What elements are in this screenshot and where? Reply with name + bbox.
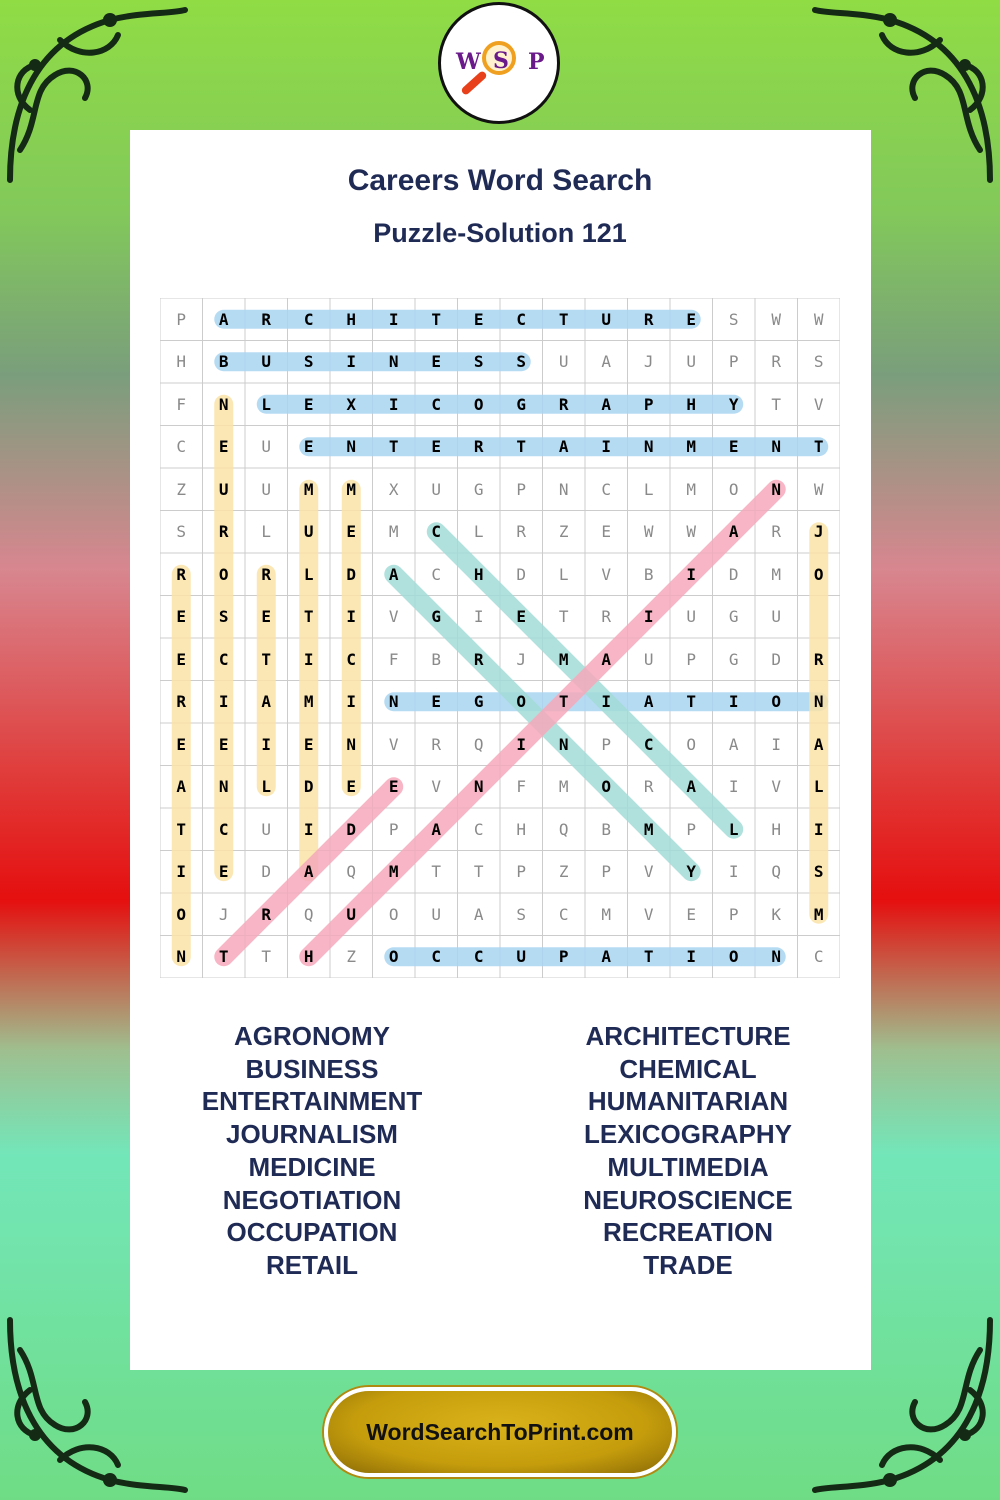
grid-letter[interactable]: N: [346, 437, 357, 457]
logo-letter-s: S: [493, 48, 509, 74]
grid-letter[interactable]: E: [473, 309, 484, 329]
grid-letter[interactable]: M: [771, 564, 782, 584]
grid-letter[interactable]: I: [813, 819, 824, 839]
grid-letter[interactable]: W: [813, 309, 824, 329]
grid-letter[interactable]: G: [728, 649, 739, 669]
grid-letter[interactable]: T: [176, 819, 187, 839]
grid-letter[interactable]: V: [643, 904, 654, 924]
grid-letter[interactable]: P: [601, 862, 612, 882]
grid-letter[interactable]: U: [303, 522, 314, 542]
grid-letter[interactable]: A: [388, 564, 399, 584]
grid-letter[interactable]: T: [516, 437, 527, 457]
grid-letter[interactable]: P: [728, 352, 739, 372]
grid-letter[interactable]: D: [303, 777, 314, 797]
grid-letter[interactable]: C: [813, 947, 824, 967]
grid-letter[interactable]: T: [431, 862, 442, 882]
grid-letter[interactable]: R: [176, 692, 187, 712]
grid-letter[interactable]: E: [218, 862, 229, 882]
logo-letter-w: W: [456, 49, 481, 75]
grid-letter[interactable]: V: [771, 777, 782, 797]
grid-letter[interactable]: N: [176, 947, 187, 967]
grid-letter[interactable]: E: [303, 394, 314, 414]
grid-letter[interactable]: C: [431, 564, 442, 584]
grid-letter[interactable]: R: [473, 649, 484, 669]
grid-letter[interactable]: N: [218, 394, 229, 414]
grid-letter[interactable]: G: [728, 607, 739, 627]
site-name: WordSearchToPrint.com: [366, 1418, 634, 1445]
grid-letter[interactable]: A: [431, 819, 442, 839]
grid-letter[interactable]: W: [643, 522, 654, 542]
grid-letter[interactable]: O: [176, 904, 187, 924]
grid-letter[interactable]: V: [813, 394, 824, 414]
grid-letter[interactable]: M: [558, 649, 569, 669]
grid-letter[interactable]: E: [431, 352, 442, 372]
grid-letter[interactable]: N: [813, 692, 824, 712]
grid-letter[interactable]: M: [643, 819, 654, 839]
grid-letter[interactable]: U: [686, 607, 697, 627]
grid-letter[interactable]: T: [771, 394, 782, 414]
grid-letter[interactable]: B: [218, 352, 229, 372]
grid-letter[interactable]: G: [431, 607, 442, 627]
grid-letter[interactable]: I: [516, 734, 527, 754]
grid-letter[interactable]: A: [643, 692, 654, 712]
grid-letter[interactable]: Z: [558, 862, 569, 882]
grid-letter[interactable]: C: [431, 947, 442, 967]
grid-letter[interactable]: C: [346, 649, 357, 669]
grid-letter[interactable]: E: [601, 522, 612, 542]
grid-letter[interactable]: E: [346, 777, 357, 797]
grid-letter[interactable]: O: [728, 479, 739, 499]
grid-letter[interactable]: Q: [771, 862, 782, 882]
grid-letter[interactable]: I: [303, 819, 314, 839]
grid-letter[interactable]: F: [176, 394, 187, 414]
grid-letter[interactable]: J: [218, 904, 229, 924]
grid-letter[interactable]: N: [771, 479, 782, 499]
page-title: Careers Word Search: [347, 164, 653, 197]
grid-letter[interactable]: J: [516, 649, 527, 669]
grid-letter[interactable]: R: [643, 309, 654, 329]
grid-letter[interactable]: I: [728, 862, 739, 882]
grid-letter[interactable]: Z: [558, 522, 569, 542]
grid-letter[interactable]: Q: [346, 862, 357, 882]
wsp-logo: [438, 2, 560, 124]
grid-letter[interactable]: E: [218, 437, 229, 457]
grid-letter[interactable]: E: [516, 607, 527, 627]
grid-letter[interactable]: P: [728, 904, 739, 924]
grid-letter[interactable]: P: [686, 649, 697, 669]
grid-letter[interactable]: M: [303, 692, 314, 712]
grid-letter[interactable]: U: [686, 352, 697, 372]
grid-letter[interactable]: U: [516, 947, 527, 967]
grid-letter[interactable]: U: [261, 352, 272, 372]
grid-letter[interactable]: U: [431, 479, 442, 499]
grid-letter[interactable]: M: [813, 904, 824, 924]
grid-letter[interactable]: Q: [558, 819, 569, 839]
grid-letter[interactable]: R: [601, 607, 612, 627]
word-list-item: RETAIL: [266, 1249, 358, 1280]
grid-letter[interactable]: K: [771, 904, 782, 924]
grid-letter[interactable]: A: [813, 734, 824, 754]
grid-letter[interactable]: G: [473, 692, 484, 712]
grid-letter[interactable]: E: [176, 734, 187, 754]
grid-letter[interactable]: T: [686, 692, 697, 712]
grid-letter[interactable]: L: [261, 777, 272, 797]
word-list-item: MEDICINE: [248, 1151, 376, 1182]
grid-letter[interactable]: T: [261, 649, 272, 669]
grid-letter[interactable]: E: [686, 309, 697, 329]
site-footer-badge[interactable]: [324, 1387, 676, 1477]
grid-letter[interactable]: L: [261, 522, 272, 542]
grid-letter[interactable]: I: [261, 734, 272, 754]
word-list-item: JOURNALISM: [226, 1119, 398, 1150]
grid-letter[interactable]: N: [771, 947, 782, 967]
grid-letter[interactable]: A: [686, 777, 697, 797]
grid-letter[interactable]: R: [261, 564, 272, 584]
grid-letter[interactable]: U: [558, 352, 569, 372]
grid-letter[interactable]: I: [728, 692, 739, 712]
grid-letter[interactable]: I: [218, 692, 229, 712]
word-list-left: [152, 1020, 472, 1282]
grid-letter[interactable]: X: [346, 394, 357, 414]
grid-letter[interactable]: S: [516, 352, 527, 372]
grid-letter[interactable]: E: [686, 904, 697, 924]
grid-letter[interactable]: B: [601, 819, 612, 839]
word-list-item: ENTERTAINMENT: [201, 1086, 423, 1117]
grid-letter[interactable]: T: [303, 607, 314, 627]
grid-letter[interactable]: L: [728, 819, 739, 839]
grid-letter[interactable]: A: [601, 352, 612, 372]
grid-letter[interactable]: R: [516, 522, 527, 542]
grid-letter[interactable]: P: [388, 819, 399, 839]
grid-letter[interactable]: A: [728, 522, 739, 542]
grid-letter[interactable]: E: [176, 607, 187, 627]
grid-letter[interactable]: O: [771, 692, 782, 712]
grid-letter[interactable]: T: [218, 947, 229, 967]
grid-letter[interactable]: E: [431, 692, 442, 712]
grid-letter[interactable]: R: [261, 309, 272, 329]
grid-letter[interactable]: M: [388, 862, 399, 882]
grid-letter[interactable]: M: [303, 479, 314, 499]
grid-letter[interactable]: N: [643, 437, 654, 457]
logo-letter-p: P: [528, 49, 545, 75]
grid-letter[interactable]: T: [558, 692, 569, 712]
grid-letter[interactable]: P: [643, 394, 654, 414]
grid-letter[interactable]: I: [728, 777, 739, 797]
page-subtitle: Puzzle-Solution 121: [373, 218, 627, 248]
grid-letter[interactable]: N: [558, 734, 569, 754]
grid-letter[interactable]: N: [218, 777, 229, 797]
grid-letter[interactable]: R: [813, 649, 824, 669]
word-search-grid[interactable]: [160, 298, 840, 978]
word-list-item: NEUROSCIENCE: [583, 1184, 793, 1215]
grid-letter[interactable]: U: [261, 479, 272, 499]
grid-letter[interactable]: S: [303, 352, 314, 372]
grid-letter[interactable]: E: [176, 649, 187, 669]
word-list-item: AGRONOMY: [234, 1021, 390, 1051]
grid-letter[interactable]: I: [473, 607, 484, 627]
grid-letter[interactable]: S: [176, 522, 187, 542]
grid-letter[interactable]: P: [176, 309, 187, 329]
grid-letter[interactable]: C: [516, 309, 527, 329]
grid-letter[interactable]: M: [601, 904, 612, 924]
grid-letter[interactable]: D: [346, 819, 357, 839]
grid-letter[interactable]: V: [388, 734, 399, 754]
grid-letter[interactable]: T: [473, 862, 484, 882]
grid-letter[interactable]: L: [473, 522, 484, 542]
grid-letter[interactable]: B: [643, 564, 654, 584]
grid-letter[interactable]: U: [601, 309, 612, 329]
grid-letter[interactable]: L: [261, 394, 272, 414]
word-list-item: OCCUPATION: [226, 1217, 398, 1248]
grid-letter[interactable]: T: [431, 309, 442, 329]
grid-letter[interactable]: C: [218, 819, 229, 839]
grid-letter[interactable]: L: [303, 564, 314, 584]
grid-letter[interactable]: J: [643, 352, 654, 372]
word-list-item: NEGOTIATION: [222, 1184, 402, 1215]
grid-letter[interactable]: T: [558, 607, 569, 627]
grid-letter[interactable]: E: [431, 437, 442, 457]
grid-letter[interactable]: T: [388, 437, 399, 457]
grid-letter[interactable]: U: [346, 904, 357, 924]
grid-letter[interactable]: A: [303, 862, 314, 882]
word-list-item: MULTIMEDIA: [607, 1151, 769, 1182]
word-list-item: RECREATION: [603, 1217, 773, 1248]
grid-letter[interactable]: H: [473, 564, 484, 584]
word-list-item: HUMANITARIAN: [587, 1086, 789, 1117]
grid-letter[interactable]: I: [176, 862, 187, 882]
grid-letter[interactable]: A: [261, 692, 272, 712]
grid-letter[interactable]: M: [558, 777, 569, 797]
grid-letter[interactable]: F: [516, 777, 527, 797]
grid-letter[interactable]: I: [303, 649, 314, 669]
grid-letter[interactable]: E: [303, 734, 314, 754]
grid-letter[interactable]: [798, 596, 841, 639]
grid-letter[interactable]: E: [728, 437, 739, 457]
grid-letter[interactable]: I: [346, 352, 357, 372]
grid-letter[interactable]: C: [303, 309, 314, 329]
grid-letter[interactable]: L: [813, 777, 824, 797]
grid-letter[interactable]: M: [388, 522, 399, 542]
grid-letter[interactable]: O: [473, 394, 484, 414]
grid-letter[interactable]: I: [686, 947, 697, 967]
grid-letter[interactable]: C: [473, 947, 484, 967]
grid-letter[interactable]: O: [218, 564, 229, 584]
grid-letter[interactable]: H: [346, 309, 357, 329]
grid-letter[interactable]: R: [261, 904, 272, 924]
grid-letter[interactable]: G: [473, 479, 484, 499]
grid-letter[interactable]: H: [516, 819, 527, 839]
grid-letter[interactable]: R: [431, 734, 442, 754]
grid-letter[interactable]: T: [558, 309, 569, 329]
grid-letter[interactable]: C: [473, 819, 484, 839]
grid-letter[interactable]: A: [601, 394, 612, 414]
grid-letter[interactable]: V: [431, 777, 442, 797]
grid-letter[interactable]: S: [813, 352, 824, 372]
grid-letter[interactable]: N: [771, 437, 782, 457]
grid-letter[interactable]: Q: [473, 734, 484, 754]
grid-letter[interactable]: U: [431, 904, 442, 924]
grid-letter[interactable]: C: [176, 437, 187, 457]
grid-letter[interactable]: N: [558, 479, 569, 499]
grid-letter[interactable]: O: [686, 734, 697, 754]
grid-letter[interactable]: I: [388, 394, 399, 414]
grid-letter[interactable]: V: [643, 862, 654, 882]
grid-letter[interactable]: A: [473, 904, 484, 924]
grid-letter[interactable]: Z: [346, 947, 357, 967]
grid-letter[interactable]: D: [516, 564, 527, 584]
grid-letter[interactable]: E: [346, 522, 357, 542]
grid-letter[interactable]: O: [388, 947, 399, 967]
grid-letter[interactable]: P: [516, 479, 527, 499]
grid-letter[interactable]: P: [516, 862, 527, 882]
grid-letter[interactable]: U: [261, 819, 272, 839]
grid-letter[interactable]: I: [601, 692, 612, 712]
grid-letter[interactable]: H: [771, 819, 782, 839]
grid-letter[interactable]: F: [388, 649, 399, 669]
grid-letter[interactable]: W: [686, 522, 697, 542]
grid-letter[interactable]: R: [176, 564, 187, 584]
grid-letter[interactable]: S: [728, 309, 739, 329]
grid-letter[interactable]: Z: [176, 479, 187, 499]
word-list-item: ARCHITECTURE: [585, 1021, 791, 1051]
grid-letter[interactable]: C: [431, 394, 442, 414]
grid-letter[interactable]: A: [601, 947, 612, 967]
grid-letter[interactable]: H: [686, 394, 697, 414]
grid-letter[interactable]: S: [473, 352, 484, 372]
grid-letter[interactable]: S: [218, 607, 229, 627]
grid-letter[interactable]: N: [388, 692, 399, 712]
word-list-item: TRADE: [643, 1249, 733, 1280]
grid-letter[interactable]: U: [261, 437, 272, 457]
grid-letter[interactable]: E: [261, 607, 272, 627]
grid-letter[interactable]: C: [218, 649, 229, 669]
grid-letter[interactable]: I: [346, 607, 357, 627]
grid-letter[interactable]: H: [303, 947, 314, 967]
grid-letter[interactable]: T: [643, 947, 654, 967]
grid-letter[interactable]: T: [813, 437, 824, 457]
grid-letter[interactable]: S: [813, 862, 824, 882]
grid-letter[interactable]: W: [813, 479, 824, 499]
grid-letter[interactable]: A: [218, 309, 229, 329]
grid-letter[interactable]: Y: [728, 394, 739, 414]
grid-letter[interactable]: A: [558, 437, 569, 457]
grid-letter[interactable]: C: [431, 522, 442, 542]
grid-letter[interactable]: C: [601, 479, 612, 499]
grid-letter[interactable]: N: [473, 777, 484, 797]
grid-letter[interactable]: L: [643, 479, 654, 499]
grid-letter[interactable]: E: [388, 777, 399, 797]
grid-letter[interactable]: W: [771, 309, 782, 329]
grid-letter[interactable]: R: [218, 522, 229, 542]
grid-letter[interactable]: R: [771, 352, 782, 372]
grid-letter[interactable]: P: [601, 734, 612, 754]
grid-letter[interactable]: V: [388, 607, 399, 627]
grid-letter[interactable]: M: [686, 437, 697, 457]
grid-letter[interactable]: H: [176, 352, 187, 372]
grid-letter[interactable]: C: [643, 734, 654, 754]
grid-letter[interactable]: O: [813, 564, 824, 584]
grid-letter[interactable]: R: [643, 777, 654, 797]
grid-letter[interactable]: A: [728, 734, 739, 754]
grid-letter[interactable]: J: [813, 522, 824, 542]
grid-letter[interactable]: I: [771, 734, 782, 754]
grid-letter[interactable]: N: [346, 734, 357, 754]
grid-letter[interactable]: G: [516, 394, 527, 414]
grid-letter[interactable]: A: [601, 649, 612, 669]
word-list-item: BUSINESS: [245, 1053, 379, 1084]
grid-letter[interactable]: M: [686, 479, 697, 499]
grid-letter[interactable]: Q: [303, 904, 314, 924]
grid-letter[interactable]: C: [558, 904, 569, 924]
grid-letter[interactable]: I: [346, 692, 357, 712]
grid-letter[interactable]: I: [388, 309, 399, 329]
grid-letter[interactable]: E: [303, 437, 314, 457]
grid-letter[interactable]: R: [473, 437, 484, 457]
grid-letter[interactable]: P: [686, 819, 697, 839]
grid-letter[interactable]: Y: [686, 862, 697, 882]
grid-letter[interactable]: D: [261, 862, 272, 882]
grid-letter[interactable]: T: [261, 947, 272, 967]
word-list-right: [528, 1020, 848, 1282]
grid-letter[interactable]: I: [686, 564, 697, 584]
word-list-item: CHEMICAL: [619, 1053, 757, 1084]
grid-letter[interactable]: M: [346, 479, 357, 499]
grid-letter[interactable]: O: [601, 777, 612, 797]
grid-letter[interactable]: O: [388, 904, 399, 924]
grid-letter[interactable]: P: [558, 947, 569, 967]
grid-letter[interactable]: B: [431, 649, 442, 669]
grid-letter[interactable]: O: [728, 947, 739, 967]
grid-letter[interactable]: N: [388, 352, 399, 372]
grid-letter[interactable]: U: [771, 607, 782, 627]
grid-letter[interactable]: R: [558, 394, 569, 414]
grid-letter[interactable]: X: [388, 479, 399, 499]
grid-letter[interactable]: D: [771, 649, 782, 669]
grid-letter[interactable]: E: [218, 734, 229, 754]
grid-letter[interactable]: I: [601, 437, 612, 457]
grid-letter[interactable]: D: [728, 564, 739, 584]
grid-letter[interactable]: O: [516, 692, 527, 712]
grid-letter[interactable]: S: [516, 904, 527, 924]
grid-letter[interactable]: D: [346, 564, 357, 584]
grid-letter[interactable]: R: [771, 522, 782, 542]
grid-letter[interactable]: A: [176, 777, 187, 797]
grid-letter[interactable]: U: [218, 479, 229, 499]
grid-letter[interactable]: U: [643, 649, 654, 669]
grid-letter[interactable]: I: [643, 607, 654, 627]
word-list-item: LEXICOGRAPHY: [583, 1119, 793, 1150]
grid-letter[interactable]: V: [601, 564, 612, 584]
grid-letter[interactable]: L: [558, 564, 569, 584]
